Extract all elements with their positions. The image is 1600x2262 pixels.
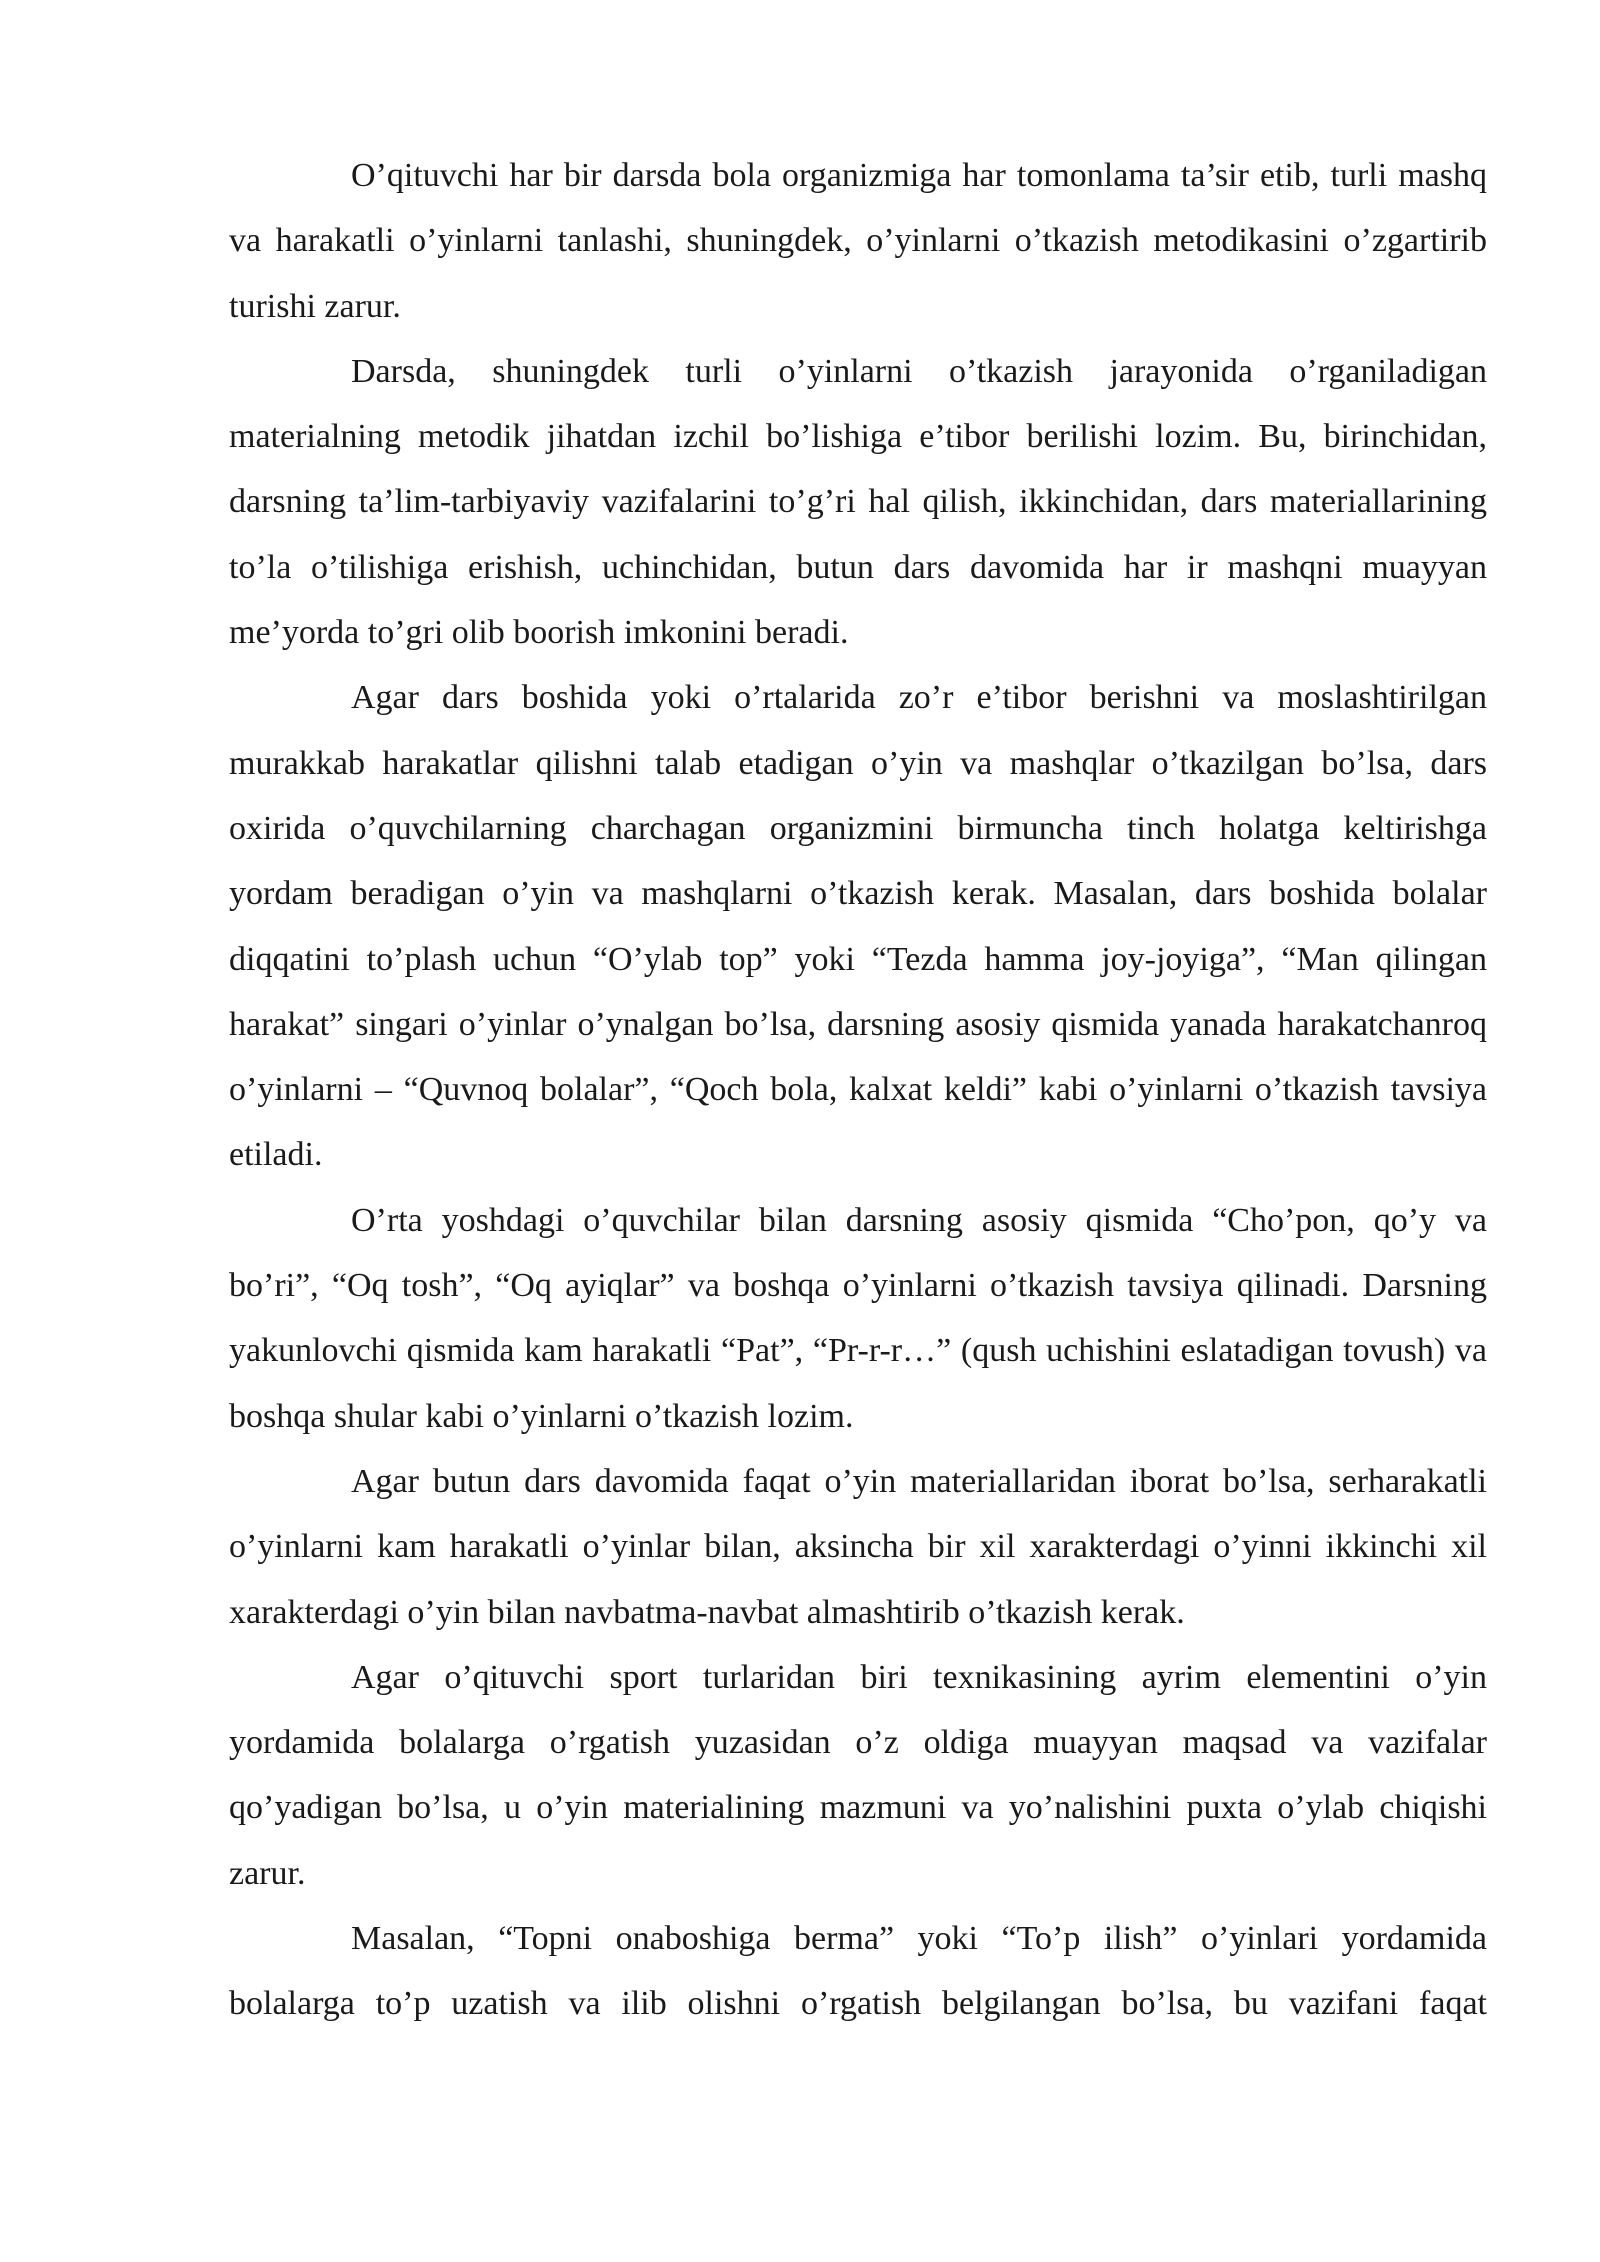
paragraph-1: O’qituvchi har bir darsda bola organizmiga har tomonlama ta’sir etib, turli mashq va harakatli o’yinlarni tanlashi, shuningdek, o’yinlarni o’tkazish metodikasini o’zgartirib turishi zarur. (229, 157, 1487, 325)
paragraph-4: O’rta yoshdagi o’quvchilar bilan darsning asosiy qismida “Cho’pon, qo’y va bo’ri”, “Oq tosh”, “Oq ayiqlar” va boshqa o’yinlarni o’tkazish tavsiya qilinadi. Darsning yakunlovchi qismida kam harakatli “Pat”, “Pr-r-r…” (qush uchishini eslatadigan tovush) va boshqa shular kabi o’yinlarni o’tkazish lozim. (229, 1201, 1487, 1435)
paragraph-3: Agar dars boshida yoki o’rtalarida zo’r e’tibor berishni va moslashtirilgan murakkab harakatlar qilishni talab etadigan o’yin va mashqlar o’tkazilgan bo’lsa, dars oxirida o’quvchilarning charchagan organizmini birmuncha tinch holatga keltirishga yordam beradigan o’yin va mashqlarni o’tkazish kerak. Masalan, dars boshida bolalar diqqatini to’plash uchun “O’ylab top” yoki “Tezda hamma joy-joyiga”, “Man qilingan harakat” singari o’yinlar o’ynalgan bo’lsa, darsning asosiy qismida yanada harakatchanroq o’yinlarni – “Quvnoq bolalar”, “Qoch bola, kalxat keldi” kabi o’yinlarni o’tkazish tavsiya etiladi. (229, 679, 1487, 1174)
paragraph-2: Darsda, shuningdek turli o’yinlarni o’tkazish jarayonida o’rganiladigan materialning metodik jihatdan izchil bo’lishiga e’tibor berilishi lozim. Bu, birinchidan, darsning ta’lim-tarbiyaviy vazifalarini to’g’ri hal qilish, ikkinchidan, dars materiallarining to’la o’tilishiga erishish, uchinchidan, butun dars davomida har ir mashqni muayyan me’yorda to’gri olib boorish imkonini beradi. (229, 352, 1487, 652)
document-page (229, 143, 1487, 2037)
paragraph-5: Agar butun dars davomida faqat o’yin materiallaridan iborat bo’lsa, serharakatli o’yinlarni kam harakatli o’yinlar bilan, aksincha bir xil xarakterdagi o’yinni ikkinchi xil xarakterdagi o’yin bilan navbatma-navbat almashtirib o’tkazish kerak. (229, 1462, 1487, 1631)
paragraph-6: Agar o’qituvchi sport turlaridan biri texnikasining ayrim elementini o’yin yordamida bolalarga o’rgatish yuzasidan o’z oldiga muayyan maqsad va vazifalar qo’yadigan bo’lsa, u o’yin materialining mazmuni va yo’nalishini puxta o’ylab chiqishi zarur. (229, 1658, 1487, 1892)
paragraph-7: Masalan, “Topni onaboshiga berma” yoki “To’p ilish” o’yinlari yordamida bolalarga to’p uzatish va ilib olishni o’rgatish belgilangan bo’lsa, bu vazifani faqat (229, 1920, 1487, 2023)
